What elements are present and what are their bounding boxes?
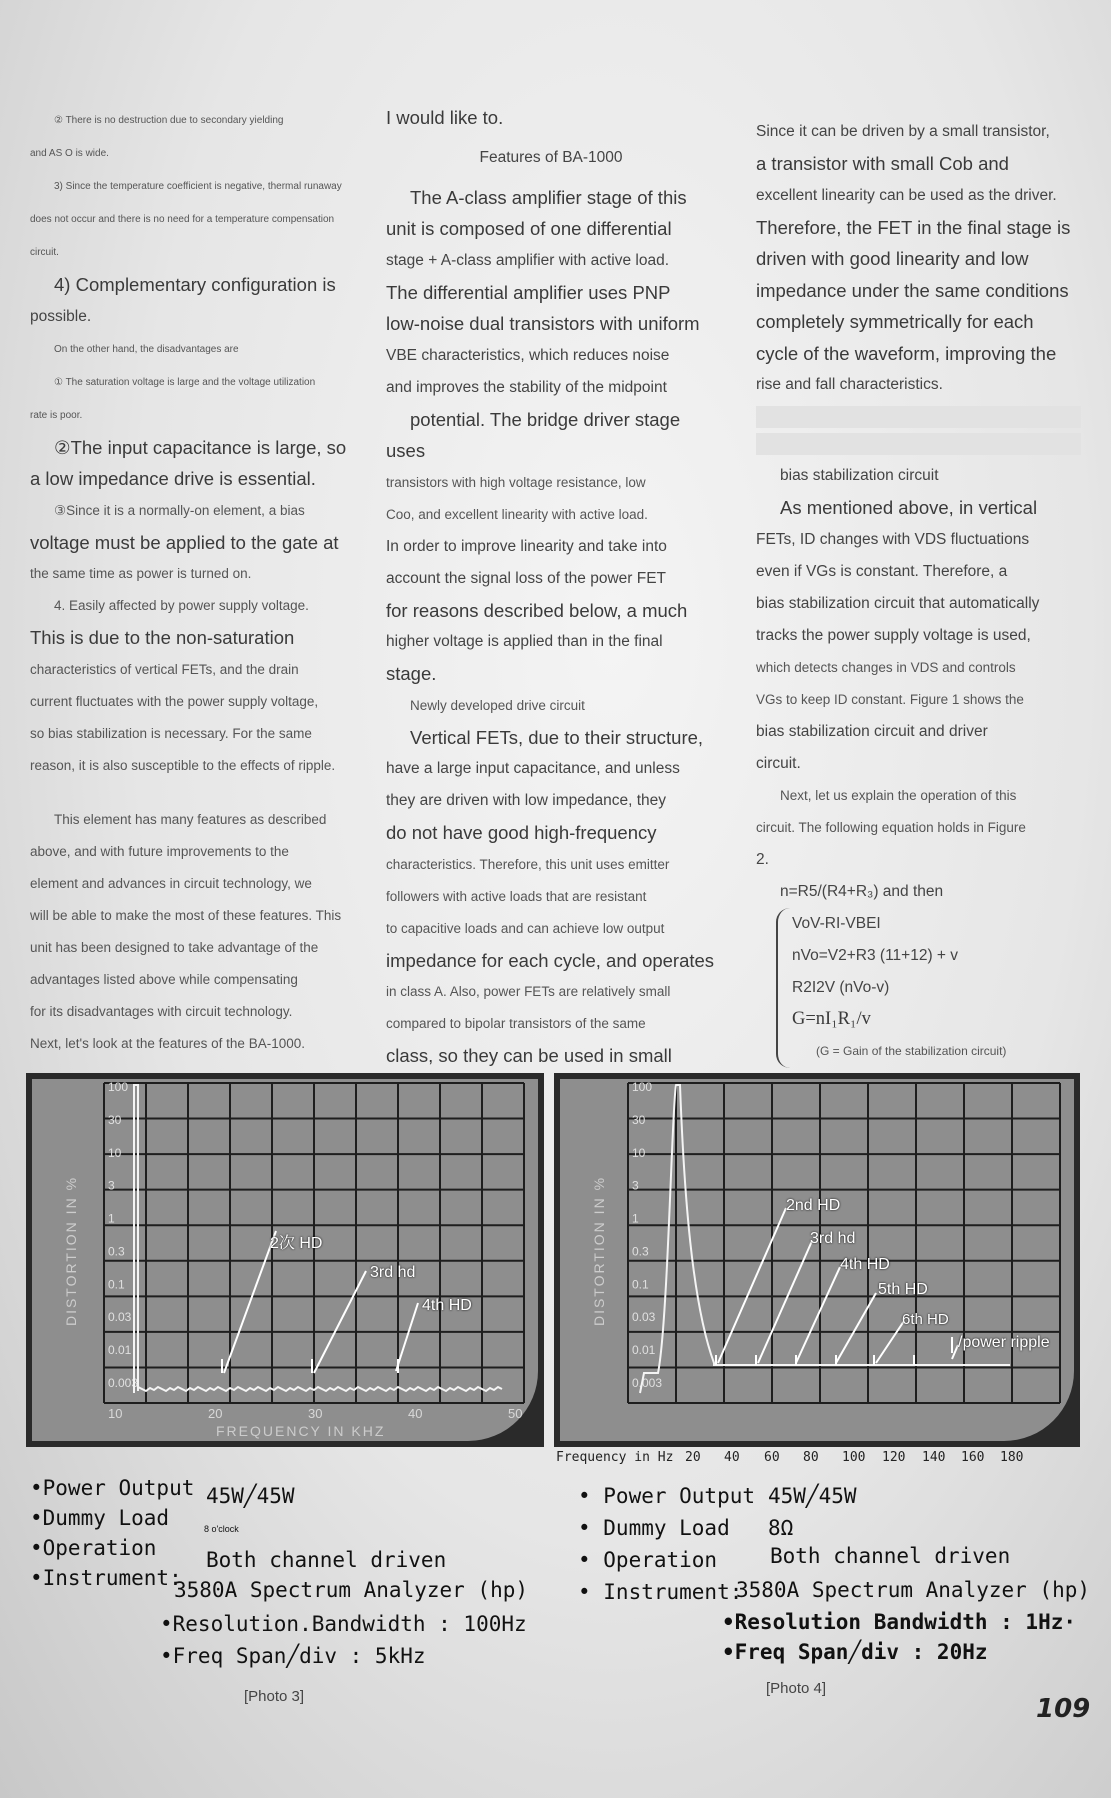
- paragraph-line: the same time as power is turned on.: [30, 566, 252, 581]
- paragraph-line: impedance under the same conditions: [756, 279, 1069, 301]
- y-tick-label: 0.1: [632, 1277, 649, 1292]
- y-tick-label: 100: [108, 1080, 129, 1094]
- paragraph-line: unit is composed of one differential: [386, 218, 672, 239]
- paragraph-line: The differential amplifier uses PNP: [386, 281, 671, 303]
- paragraph-line: bias stabilization circuit and driver: [756, 722, 988, 740]
- annotation-2nd-hd: 2nd HD: [786, 1197, 841, 1214]
- paragraph-line: I would like to.: [386, 107, 504, 128]
- annotation-4th-hd: 4th HD: [422, 1297, 472, 1314]
- y-axis-title: DISTORTION IN %: [591, 1175, 608, 1327]
- paragraph-line: Coo, and excellent linearity with active load.: [386, 506, 648, 522]
- spec-value: Both channel driven: [770, 1544, 1011, 1568]
- paragraph-line: excellent linearity can be used as the driver.: [756, 186, 1057, 204]
- paragraph-line: circuit. The following equation holds in Figure: [756, 819, 1026, 835]
- spec-value: 8Ω: [768, 1516, 794, 1540]
- paragraph-line: stage.: [386, 663, 437, 684]
- y-tick-label: 0.03: [108, 1310, 132, 1325]
- paragraph-line: a transistor with small Cob and: [756, 153, 1009, 174]
- paragraph-line: rate is poor.: [30, 409, 83, 421]
- equation-note: (G = Gain of the stabilization circuit): [816, 1044, 1007, 1058]
- spec-label: • Power Output: [578, 1484, 756, 1508]
- y-tick-label: 0.01: [108, 1343, 132, 1358]
- annotation-4th-hd: 4th HD: [840, 1256, 890, 1273]
- photo-4-caption: [Photo 4]: [766, 1680, 827, 1697]
- spec-value: 3580A Spectrum Analyzer (hp): [736, 1578, 1091, 1602]
- annotation-arrow: [876, 1321, 904, 1363]
- paragraph-line: which detects changes in VDS and controls: [756, 659, 1016, 675]
- y-tick-label: 0.3: [632, 1244, 649, 1259]
- paragraph-line: On the other hand, the disadvantages are: [54, 343, 239, 355]
- spec-label: •Instrument:: [30, 1566, 182, 1590]
- paragraph-line: VGs to keep ID constant. Figure 1 shows the: [756, 691, 1024, 707]
- y-axis-title: DISTORTION IN %: [63, 1175, 80, 1327]
- equation-line: G=nI₁R₁/v: [792, 1008, 871, 1029]
- paragraph-line: will be able to make the most of these features. This: [30, 907, 342, 923]
- paragraph-line: they are driven with low impedance, they: [386, 792, 667, 809]
- section-heading: Newly developed drive circuit: [410, 697, 585, 713]
- paragraph-line: possible.: [30, 307, 92, 325]
- spec-label: •Operation: [30, 1536, 157, 1560]
- spec-line: •Freq Span╱div : 5kHz: [160, 1644, 426, 1668]
- section-heading: Features of BA-1000: [479, 148, 623, 166]
- paragraph-line: cycle of the waveform, improving the: [756, 342, 1057, 364]
- page-number: 109: [1036, 1694, 1091, 1724]
- paragraph-line: 2.: [756, 850, 769, 868]
- text-column-1: [30, 104, 348, 1060]
- paragraph-line: unit has been designed to take advantage of the: [30, 939, 319, 955]
- spec-label: • Instrument:: [578, 1580, 743, 1604]
- paragraph-line: higher voltage is applied than in the final: [386, 633, 663, 650]
- paragraph-line: 3) Since the temperature coefficient is negative, thermal runaway: [54, 181, 342, 192]
- text-column-2: [386, 102, 716, 1103]
- y-tick-label: 10: [632, 1145, 646, 1160]
- paragraph-line: FETs, ID changes with VDS fluctuations: [756, 530, 1030, 548]
- y-tick-label: 1: [632, 1211, 639, 1226]
- paragraph-line: have a large input capacitance, and unless: [386, 760, 680, 777]
- spec-value: Both channel driven: [206, 1548, 447, 1572]
- paragraph-line: transistors with high voltage resistance, low: [386, 474, 646, 490]
- paragraph-line: 4) Complementary configuration is: [54, 274, 336, 295]
- paragraph-line: class, so they can be used in small: [386, 1045, 672, 1066]
- paragraph-line: for its disadvantages with circuit technology.: [30, 1003, 293, 1019]
- y-tick-label: 0.3: [108, 1244, 125, 1259]
- y-tick-label: 10: [108, 1145, 122, 1160]
- paragraph-line: circuit.: [756, 754, 801, 772]
- photo-4-x-axis: [556, 1450, 1076, 1470]
- paragraph-line: VBE characteristics, which reduces noise: [386, 346, 670, 364]
- annotation-arrow: [224, 1231, 276, 1373]
- annotation-3rd-hd: 3rd hd: [810, 1230, 856, 1247]
- x-tick-label: 20: [208, 1406, 223, 1421]
- paragraph-line: driven with good linearity and low: [756, 248, 1029, 269]
- x-tick-label: 60: [764, 1450, 780, 1465]
- spec-line: •Resolution.Bandwidth : 100Hz: [160, 1612, 527, 1636]
- paragraph-line: Therefore, the FET in the final stage is: [756, 216, 1071, 238]
- photo-3-graticule: [26, 1073, 544, 1447]
- paragraph-line: Next, let's look at the features of the BA-1000.: [30, 1035, 305, 1051]
- paragraph-line: a low impedance drive is essential.: [30, 468, 316, 489]
- annotation-arrow: [314, 1271, 366, 1373]
- x-tick-label: 30: [308, 1406, 323, 1421]
- blank-bar: [756, 406, 1081, 428]
- spec-value: 45W╱45W: [768, 1484, 857, 1508]
- annotation-arrow: [396, 1303, 418, 1371]
- equation-line: nVo=V2+R3 (11+12) + v: [792, 946, 959, 964]
- paragraph-line: ② There is no destruction due to secondary yielding: [54, 115, 284, 126]
- x-tick-label: 100: [842, 1450, 866, 1465]
- paragraph-line: This is due to the non-saturation: [30, 627, 295, 648]
- spec-label: • Operation: [578, 1548, 718, 1572]
- spec-value: 3580A Spectrum Analyzer (hp): [174, 1578, 529, 1602]
- paragraph-line: bias stabilization circuit that automatically: [756, 594, 1040, 612]
- paragraph-line: compared to bipolar transistors of the same: [386, 1016, 646, 1031]
- equation-line: R2I2V (nVo-v): [792, 978, 890, 996]
- spec-label: •Dummy Load: [30, 1506, 170, 1530]
- y-tick-label: 0.01: [632, 1343, 656, 1358]
- paragraph-line: for reasons described below, a much: [386, 599, 688, 621]
- y-tick-label: 3: [108, 1178, 115, 1193]
- y-tick-label: 100: [632, 1080, 653, 1094]
- spec-line: •Resolution Bandwidth : 1Hz·: [722, 1610, 1077, 1634]
- annotation-2nd-hd: 2次 HD: [270, 1235, 323, 1252]
- y-tick-label: 0.03: [632, 1310, 656, 1325]
- x-tick-label: 20: [685, 1450, 701, 1465]
- annotation-6th-hd: 6th HD: [902, 1311, 949, 1328]
- paragraph-line: characteristics. Therefore, this unit uses emitter: [386, 856, 670, 872]
- paragraph-line: potential. The bridge driver stage uses: [386, 408, 681, 461]
- annotation-arrow: [796, 1267, 840, 1363]
- y-tick-label: 30: [632, 1112, 646, 1127]
- paragraph-line: completely symmetrically for each: [756, 311, 1034, 332]
- spec-value: 8 o'clock: [204, 1524, 239, 1534]
- paragraph-line: Since it can be driven by a small transistor,: [756, 123, 1050, 140]
- paragraph-line: This element has many features as described: [54, 811, 327, 827]
- paragraph-line: ②The input capacitance is large, so: [54, 436, 347, 458]
- spec-label: • Dummy Load: [578, 1516, 730, 1540]
- section-heading: bias stabilization circuit: [780, 467, 939, 484]
- y-tick-label: 30: [108, 1112, 122, 1127]
- paragraph-line: tracks the power supply voltage is used,: [756, 626, 1031, 644]
- paragraph-line: account the signal loss of the power FET: [386, 569, 667, 587]
- x-axis-title: Frequency in Hz: [556, 1450, 674, 1465]
- equation-line: n=R5/(R4+R₃) and then: [780, 882, 944, 900]
- annotation-arrow: [836, 1293, 876, 1363]
- x-tick-label: 40: [408, 1406, 423, 1421]
- y-tick-label: 0.003: [108, 1376, 139, 1390]
- paragraph-line: As mentioned above, in vertical: [780, 497, 1038, 518]
- paragraph-line: and improves the stability of the midpoint: [386, 378, 667, 396]
- paragraph-line: circuit.: [30, 247, 59, 258]
- paragraph-line: Vertical FETs, due to their structure,: [410, 726, 704, 748]
- x-axis-title: FREQUENCY IN KHZ: [216, 1423, 386, 1439]
- annotation-5th-hd: 5th HD: [878, 1281, 928, 1298]
- paragraph-line: does not occur and there is no need for a temperature compensation: [30, 214, 335, 225]
- paragraph-line: In order to improve linearity and take into: [386, 537, 667, 555]
- x-tick-label: 140: [922, 1450, 946, 1465]
- equation-brace: [776, 908, 1081, 1069]
- paragraph-line: to capacitive loads and can achieve low output: [386, 920, 665, 936]
- x-tick-label: 160: [961, 1450, 985, 1465]
- photo-4-graticule: [554, 1073, 1080, 1447]
- text-column-3: [756, 116, 1081, 1068]
- paragraph-line: Next, let us explain the operation of this: [780, 787, 1017, 803]
- paragraph-line: followers with active loads that are resistant: [386, 888, 647, 904]
- paragraph-line: ③Since it is a normally-on element, a bias: [54, 502, 305, 518]
- paragraph-line: advantages listed above while compensating: [30, 971, 298, 987]
- paragraph-line: ① The saturation voltage is large and the voltage utilization: [54, 376, 316, 388]
- annotation-3rd-hd: 3rd hd: [370, 1264, 416, 1281]
- spec-line: •Freq Span╱div : 20Hz: [722, 1640, 988, 1664]
- x-tick-label: 40: [724, 1450, 740, 1465]
- paragraph-line: above, and with future improvements to the: [30, 843, 289, 859]
- paragraph-line: even if VGs is constant. Therefore, a: [756, 562, 1008, 580]
- paragraph-line: The A-class amplifier stage of this: [410, 186, 687, 208]
- x-tick-label: 80: [803, 1450, 819, 1465]
- annotation-power-ripple: /power ripple: [958, 1334, 1050, 1351]
- photo-3-spectrum: [26, 1073, 544, 1447]
- paragraph-line: impedance for each cycle, and operates: [386, 949, 715, 971]
- paragraph-line: and AS O is wide.: [30, 148, 109, 159]
- x-tick-label: 50: [508, 1406, 523, 1421]
- paragraph-line: voltage must be applied to the gate at: [30, 531, 339, 553]
- paragraph-line: rise and fall characteristics.: [756, 376, 943, 393]
- paragraph-line: so bias stabilization is necessary. For the same: [30, 725, 312, 741]
- paragraph-line: 4. Easily affected by power supply voltage.: [54, 598, 309, 613]
- photo-4-spectrum: [554, 1073, 1080, 1447]
- x-tick-label: 10: [108, 1406, 123, 1421]
- paragraph-line: stage + A-class amplifier with active load.: [386, 251, 670, 269]
- spec-label: •Power Output: [30, 1476, 195, 1500]
- equation-line: VoV-RI-VBEI: [792, 914, 881, 932]
- spec-value: 45W╱45W: [206, 1484, 295, 1508]
- paragraph-line: current fluctuates with the power supply voltage,: [30, 693, 319, 709]
- y-tick-label: 0.1: [108, 1277, 125, 1292]
- paragraph-line: low-noise dual transistors with uniform: [386, 313, 700, 334]
- annotation-arrow: [718, 1208, 786, 1363]
- paragraph-line: reason, it is also susceptible to the effects of ripple.: [30, 757, 336, 773]
- paragraph-line: characteristics of vertical FETs, and the drain: [30, 661, 299, 677]
- paragraph-line: element and advances in circuit technology, we: [30, 875, 312, 891]
- blank-bar: [756, 433, 1081, 455]
- paragraph-line: do not have good high-frequency: [386, 822, 657, 843]
- x-tick-label: 180: [1000, 1450, 1024, 1465]
- y-tick-label: 3: [632, 1178, 639, 1193]
- paragraph-line: in class A. Also, power FETs are relatively small: [386, 984, 671, 999]
- x-tick-label: 120: [882, 1450, 906, 1465]
- y-tick-label: 0.003: [632, 1376, 663, 1390]
- y-tick-label: 1: [108, 1211, 115, 1226]
- photo-3-caption: [Photo 3]: [244, 1688, 305, 1705]
